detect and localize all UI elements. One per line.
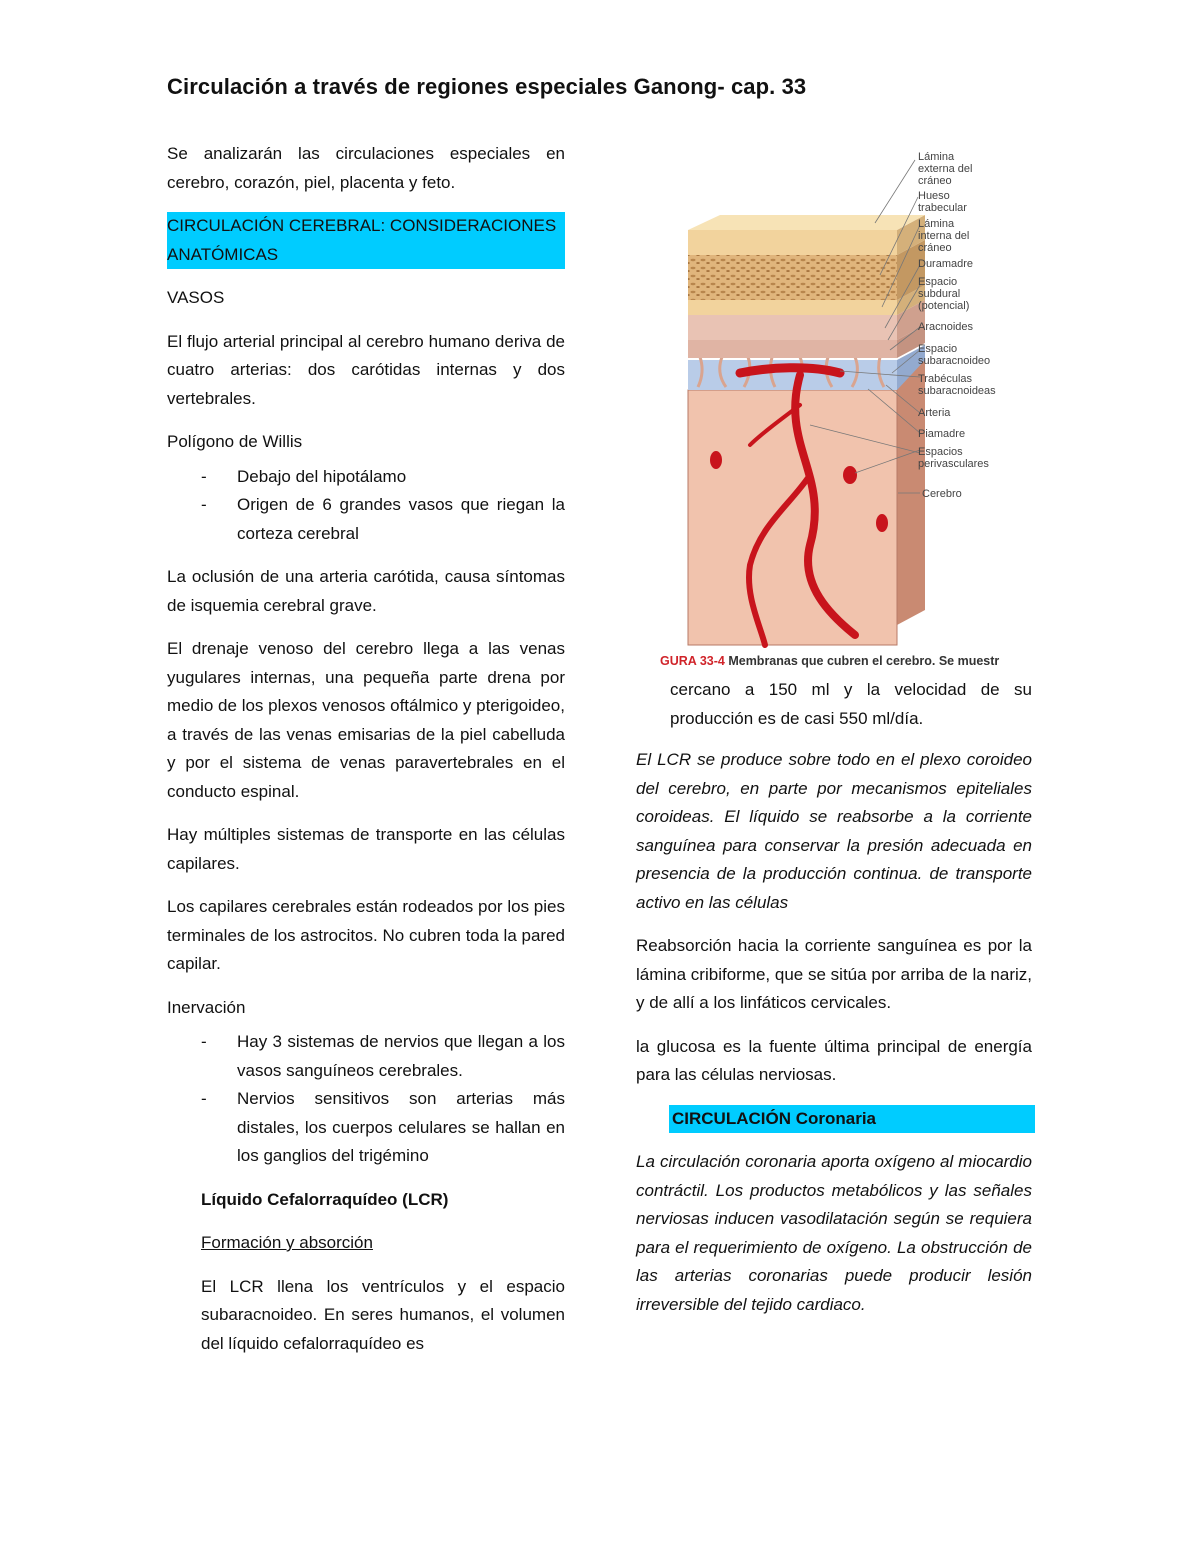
figure-label: Aracnoides — [918, 321, 974, 333]
figure-label: Espacio — [918, 276, 958, 288]
page-title: Circulación a través de regiones especiales Ganong- cap. 33 — [167, 74, 807, 99]
willis-list — [167, 463, 565, 549]
drenaje-paragraph: El drenaje venoso del cerebro llega a las venas yugulares internas, una pequeña parte drena por medio de los plexos venosos oftálmico y pterigoideo, a través de las venas emisarias de la piel cabelluda y por el sistema de venas paravertebrales en el conducto espinal. — [167, 639, 565, 801]
figure-label: Hueso — [918, 190, 950, 202]
intro-paragraph: Se analizarán las circulaciones especiales en cerebro, corazón, piel, placenta y feto. — [167, 144, 565, 192]
figure-label: subdural — [918, 288, 961, 300]
list-item: - Origen de 6 grandes vasos que riegan la corteza cerebral — [237, 491, 565, 548]
brain-membranes-illustration — [660, 145, 1060, 655]
figure-label: Piamadre — [918, 428, 966, 440]
right-column-continuation — [670, 676, 1032, 733]
figure-label: Espacio — [918, 343, 958, 355]
cerebral-heading: CIRCULACIÓN CEREBRAL: CONSIDERACIONES ANATÓMICAS — [167, 212, 565, 269]
willis-heading: Polígono de Willis — [167, 432, 303, 451]
figure-label: cráneo — [918, 242, 952, 254]
transporte-paragraph: Hay múltiples sistemas de transporte en las células capilares. — [167, 825, 565, 873]
list-item: - Debajo del hipotálamo — [237, 463, 565, 492]
coronaria-paragraph: La circulación coronaria aporta oxígeno al miocardio contráctil. Los productos metabólicos y las señales nerviosas inducen vasodilatación según se requiera para el requerimiento de oxígeno. La obstrucción de las arterias coronarias puede producir lesión irreversible del tejido cardiaco. — [636, 1152, 1032, 1314]
figure-label: subaracnoideo — [918, 355, 991, 367]
coronaria-heading: CIRCULACIÓN Coronaria — [669, 1105, 1035, 1134]
formacion-subheading: Formación y absorción — [201, 1233, 373, 1252]
brain-membranes-figure — [660, 145, 1060, 675]
figure-label: Lámina — [918, 218, 955, 230]
left-column — [167, 140, 565, 1373]
figure-label: Duramadre — [918, 258, 974, 270]
glucosa-paragraph: la glucosa es la fuente última principal de energía para las células nerviosas. — [636, 1036, 1032, 1084]
capilares-paragraph: Los capilares cerebrales están rodeados por los pies terminales de los astrocitos. No cubren toda la pared capilar. — [167, 897, 565, 973]
right-column — [636, 746, 1032, 1334]
caption-text: Membranas que cubren el cerebro. Se muestr — [728, 654, 1000, 668]
flujo-paragraph: El flujo arterial principal al cerebro humano deriva de cuatro arterias: dos carótidas internas y dos vertebrales. — [167, 331, 565, 408]
lcr-produce-paragraph: El LCR se produce sobre todo en el plexo coroideo del cerebro, en parte por mecanismos epiteliales coroideas. El líquido se reabsorbe a la corriente sanguínea para conservar la presión adecuada en presencia de la producción continua. de transporte activo en las células — [636, 750, 1032, 912]
inervacion-list — [167, 1028, 565, 1171]
caption-number: GURA 33-4 — [660, 654, 725, 668]
lcr-heading: Líquido Cefalorraquídeo (LCR) — [201, 1189, 449, 1209]
lcr-paragraph: El LCR llena los ventrículos y el espacio subaracnoideo. En seres humanos, el volumen del líquido cefalorraquídeo es — [201, 1276, 565, 1353]
figure-label: Lámina — [918, 151, 955, 163]
reabsorcion-paragraph: Reabsorción hacia la corriente sanguínea es por la lámina cribiforme, que se sitúa por arriba de la nariz, y de allí a los linfáticos cervicales. — [636, 936, 1032, 1012]
figure-label: subaracnoideas — [918, 385, 996, 397]
oclusion-paragraph: La oclusión de una arteria carótida, causa síntomas de isquemia cerebral grave. — [167, 567, 565, 615]
figure-label: Espacios — [918, 446, 963, 458]
inervacion-heading: Inervación — [167, 997, 246, 1017]
figure-label: Trabéculas — [918, 373, 973, 385]
figure-label: cráneo — [918, 175, 952, 187]
list-item: - Nervios sensitivos son arterias más distales, los cuerpos celulares se hallan en los ganglios del trigémino — [237, 1085, 565, 1171]
figure-caption — [660, 654, 1020, 674]
figure-label: externa del — [918, 163, 973, 175]
figure-label: (potencial) — [918, 300, 970, 312]
figure-label: Arteria — [918, 407, 951, 419]
list-item: - Hay 3 sistemas de nervios que llegan a los vasos sanguíneos cerebrales. — [237, 1028, 565, 1085]
figure-label: interna del — [918, 230, 970, 242]
figure-label: Cerebro — [922, 488, 962, 500]
figure-label: perivasculares — [918, 458, 989, 470]
lcr-continuation: cercano a 150 ml y la velocidad de su producción es de casi 550 ml/día. — [670, 680, 1032, 728]
vasos-heading: VASOS — [167, 288, 225, 307]
figure-label: trabecular — [918, 202, 967, 214]
